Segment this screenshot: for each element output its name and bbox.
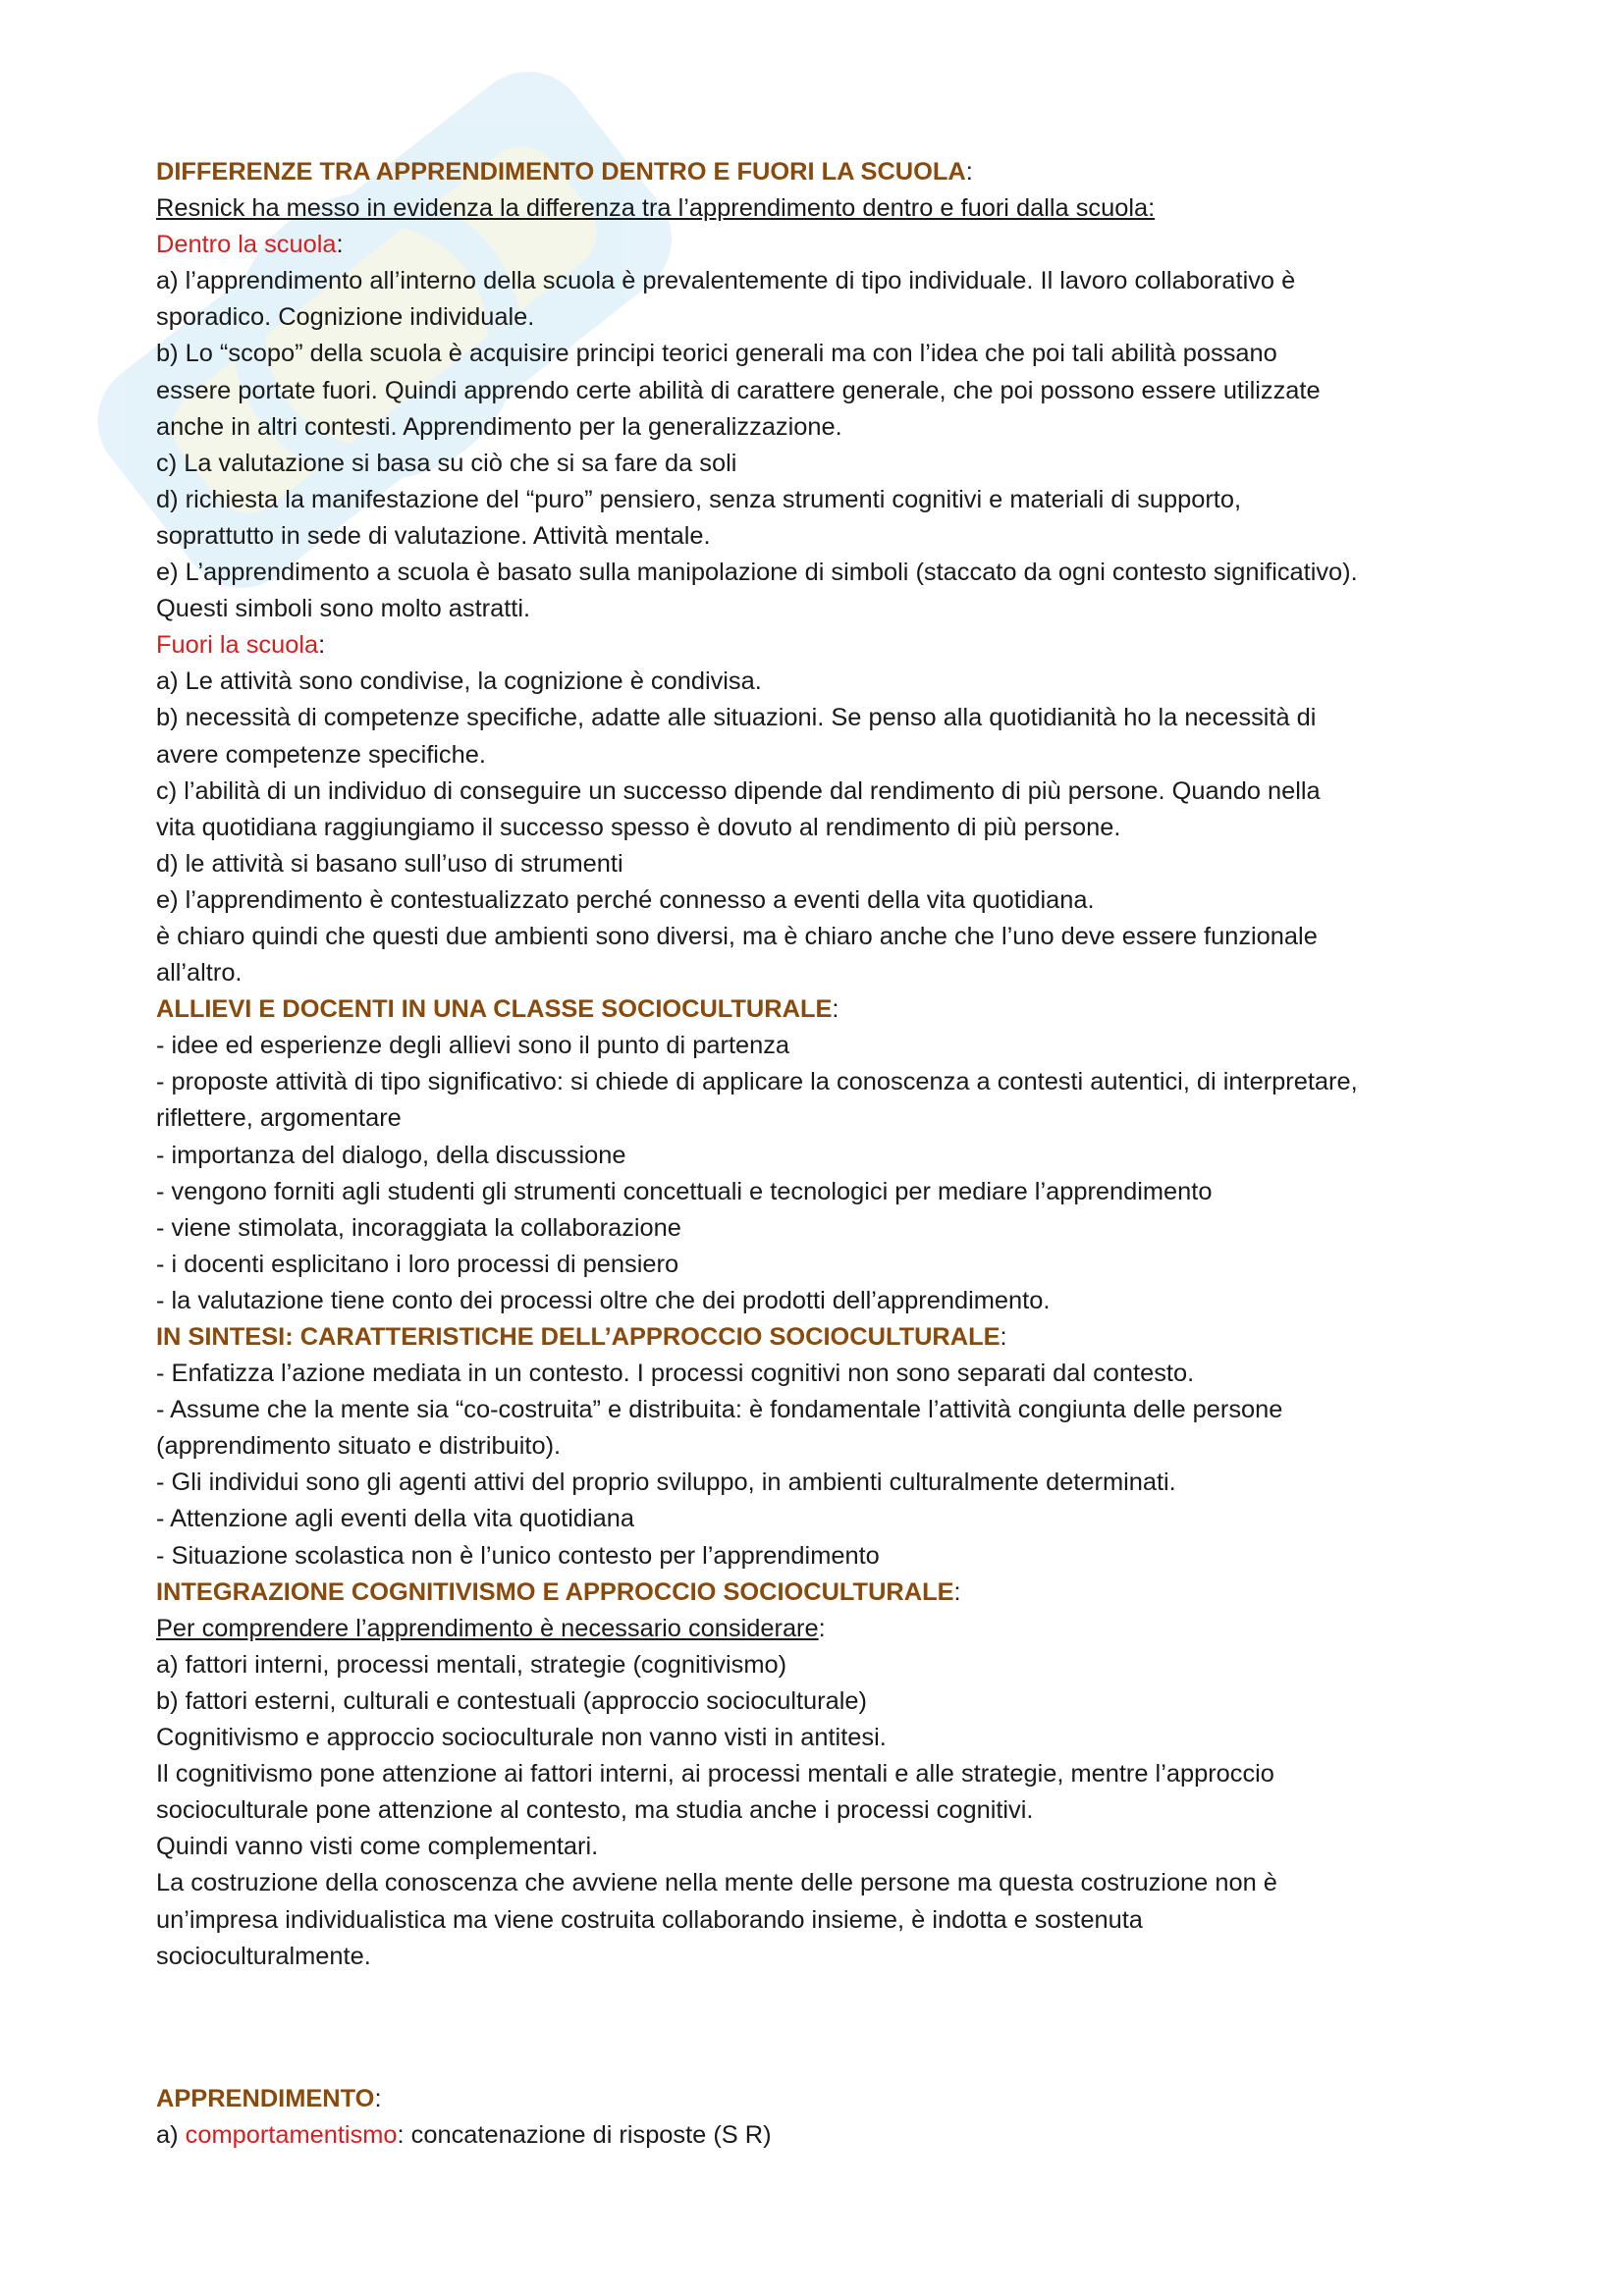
list-item: - Situazione scolastica non è l’unico contesto per l’apprendimento xyxy=(156,1541,880,1570)
text-line: La costruzione della conoscenza che avviene nella mente delle persone ma questa costruzione non è xyxy=(156,1869,1277,1897)
text-line: Cognitivismo e approccio socioculturale non vanno visti in antitesi. xyxy=(156,1724,887,1752)
resnick-intro: Resnick ha messo in evidenza la differenza tra l’apprendimento dentro e fuori dalla scuola: xyxy=(156,194,1156,223)
subheading-fuori: Fuori la scuola: xyxy=(156,631,326,660)
text-line: un’impresa individualistica ma viene costruita collaborando insieme, è indotta e sostenuta xyxy=(156,1905,1143,1934)
heading-differenze: DIFFERENZE TRA APPRENDIMENTO DENTRO E FUORI LA SCUOLA: xyxy=(156,158,973,186)
text-line: b) Lo “scopo” della scuola è acquisire principi teorici generali ma con l’idea che poi tali abilità possano xyxy=(156,340,1277,368)
text-line: Il cognitivismo pone attenzione ai fattori interni, ai processi mentali e alle strategie, mentre l’approccio xyxy=(156,1760,1274,1789)
subheading-dentro: Dentro la scuola: xyxy=(156,231,344,259)
list-item: - idee ed esperienze degli allievi sono il punto di partenza xyxy=(156,1032,790,1060)
list-item: (apprendimento situato e distribuito). xyxy=(156,1432,562,1461)
subheading-comprendere: Per comprendere l’apprendimento è necessario considerare: xyxy=(156,1614,826,1642)
list-item: - Enfatizza l’azione mediata in un contesto. I processi cognitivi non sono separati dal contesto. xyxy=(156,1360,1195,1388)
text-line: c) l’abilità di un individuo di conseguire un successo dipende dal rendimento di più persone. Quando nella xyxy=(156,776,1321,805)
list-item: - la valutazione tiene conto dei processi oltre che dei prodotti dell’apprendimento. xyxy=(156,1286,1051,1314)
heading-in-sintesi: IN SINTESI: CARATTERISTICHE DELL’APPROCCIO SOCIOCULTURALE: xyxy=(156,1323,1007,1351)
text-line: a) Le attività sono condivise, la cognizione è condivisa. xyxy=(156,667,762,696)
text-line: a) fattori interni, processi mentali, strategie (cognitivismo) xyxy=(156,1650,787,1679)
text-line: Quindi vanno visti come complementari. xyxy=(156,1833,599,1861)
list-item: - Attenzione agli eventi della vita quotidiana xyxy=(156,1505,634,1533)
document-page xyxy=(156,154,1491,2154)
text-line: d) richiesta la manifestazione del “puro” pensiero, senza strumenti cognitivi e materiali di supporto, xyxy=(156,485,1242,513)
text-line: Questi simboli sono molto astratti. xyxy=(156,595,531,623)
heading-apprendimento: APPRENDIMENTO: xyxy=(156,2084,382,2112)
section-spacer xyxy=(156,1975,1491,2081)
list-item: riflettere, argomentare xyxy=(156,1104,402,1133)
text-line: a) l’apprendimento all’interno della scuola è prevalentemente di tipo individuale. Il lavoro collaborativo è xyxy=(156,267,1296,295)
list-item: - Assume che la mente sia “co-costruita” e distribuita: è fondamentale l’attività congiunta delle persone xyxy=(156,1396,1283,1424)
text-line: socioculturalmente. xyxy=(156,1942,371,1970)
heading-integrazione: INTEGRAZIONE COGNITIVISMO E APPROCCIO SOCIOCULTURALE: xyxy=(156,1577,961,1606)
list-item: - importanza del dialogo, della discussione xyxy=(156,1141,626,1169)
list-item: - Gli individui sono gli agenti attivi del proprio sviluppo, in ambienti culturalmente determinati. xyxy=(156,1468,1176,1497)
list-item: - proposte attività di tipo significativo: si chiede di applicare la conoscenza a contesti autentici, di interpretare, xyxy=(156,1068,1358,1096)
text-line: socioculturale pone attenzione al contesto, ma studia anche i processi cognitivi. xyxy=(156,1796,1034,1825)
text-line: soprattutto in sede di valutazione. Attività mentale. xyxy=(156,521,711,550)
text-line: sporadico. Cognizione individuale. xyxy=(156,303,535,332)
list-item: - i docenti esplicitano i loro processi di pensiero xyxy=(156,1250,679,1278)
text-line: e) l’apprendimento è contestualizzato perché connesso a eventi della vita quotidiana. xyxy=(156,885,1095,914)
list-item: - vengono forniti agli studenti gli strumenti concettuali e tecnologici per mediare l’apprendimento xyxy=(156,1177,1213,1205)
text-line: b) necessità di competenze specifiche, adatte alle situazioni. Se penso alla quotidianità ho la necessità di xyxy=(156,704,1317,732)
text-line: c) La valutazione si basa su ciò che si sa fare da soli xyxy=(156,449,737,477)
heading-allievi-docenti: ALLIEVI E DOCENTI IN UNA CLASSE SOCIOCULTURALE: xyxy=(156,995,839,1024)
text-line: è chiaro quindi che questi due ambienti sono diversi, ma è chiaro anche che l’uno deve essere funzionale xyxy=(156,922,1318,950)
text-line: avere competenze specifiche. xyxy=(156,740,486,769)
text-line: essere portate fuori. Quindi apprendo certe abilità di carattere generale, che poi possono essere utilizzate xyxy=(156,376,1321,404)
text-line: vita quotidiana raggiungiamo il successo spesso è dovuto al rendimento di più persone. xyxy=(156,813,1121,841)
text-line: all’altro. xyxy=(156,959,243,988)
comportamentismo-line: a) comportamentismo: concatenazione di risposte (S R) xyxy=(156,2120,772,2149)
list-item: - viene stimolata, incoraggiata la collaborazione xyxy=(156,1213,681,1242)
text-line: e) L’apprendimento a scuola è basato sulla manipolazione di simboli (staccato da ogni contesto significativo). xyxy=(156,559,1358,587)
text-line: anche in altri contesti. Apprendimento per la generalizzazione. xyxy=(156,412,842,441)
text-line: b) fattori esterni, culturali e contestuali (approccio socioculturale) xyxy=(156,1686,867,1715)
text-line: d) le attività si basano sull’uso di strumenti xyxy=(156,849,623,878)
